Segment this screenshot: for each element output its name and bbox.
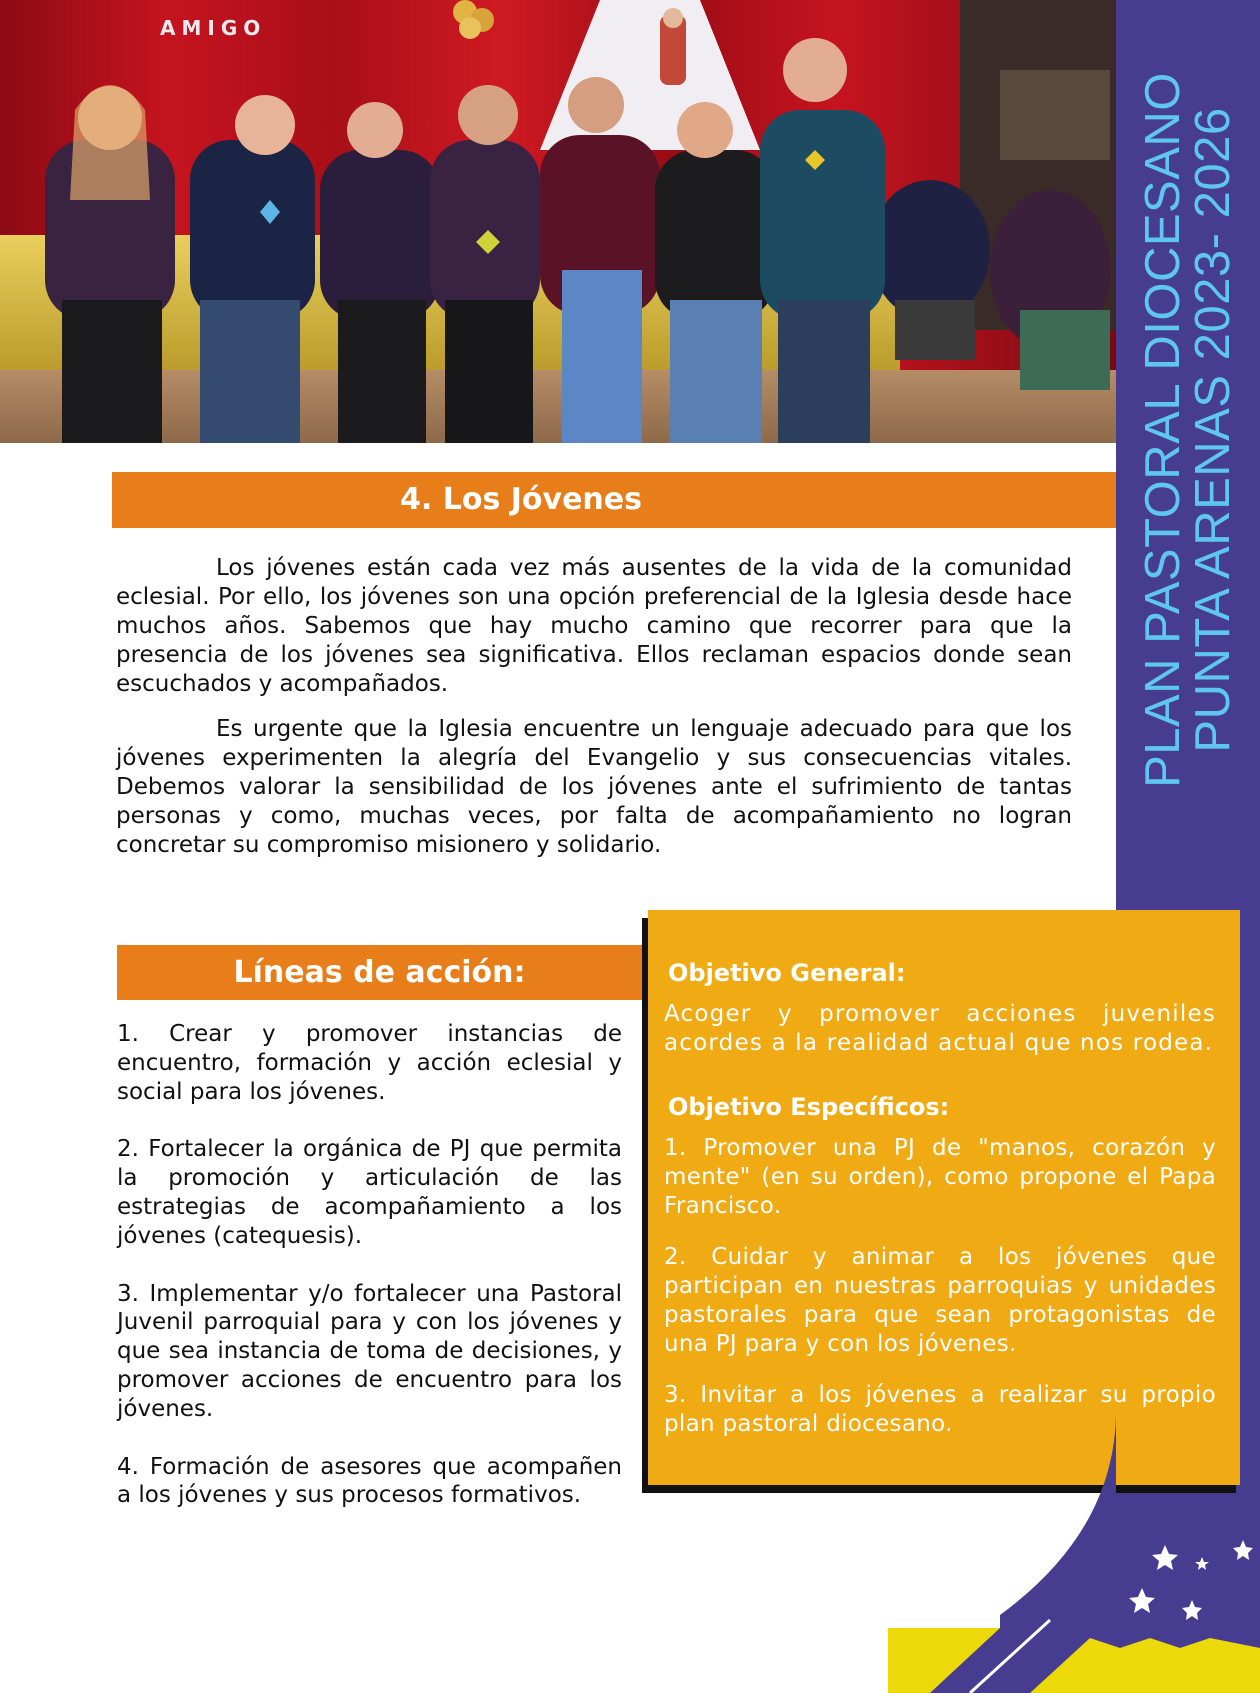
- specific-objective-1: 1. Promover una PJ de "manos, corazón y mente" (en su orden), como propone el Papa Francisco.: [664, 1135, 1216, 1219]
- banner-text-1: AMIGO: [160, 16, 267, 40]
- actions-list: [117, 1020, 622, 1539]
- intro-paragraph-1: Los jóvenes están cada vez más ausentes de la vida de la comunidad eclesial. Por ello, los jóvenes son una opción preferencial de la Iglesia desde hace muchos años. Sabemos que hay mucho camino que recorrer para que la presencia de los jóvenes sea significativa. Ellos reclaman espacios donde sean escuchados y acompañados.: [116, 555, 1072, 697]
- specific-objective-3: 3. Invitar a los jóvenes a realizar su propio plan pastoral diocesano.: [664, 1382, 1216, 1437]
- action-item-3: 3. Implementar y/o fortalecer una Pastoral Juvenil parroquial para y con los jóvenes y que sea instancia de toma de decisiones, y promover acciones de encuentro para los jóvenes.: [117, 1280, 622, 1422]
- section-header-bar: [112, 472, 1116, 528]
- band-title: [1138, 72, 1238, 788]
- band-title-line-2: PUNTA ARENAS 2023- 2026: [1186, 107, 1240, 753]
- intro-paragraph-2: Es urgente que la Iglesia encuentre un lenguaje adecuado para que los jóvenes experimenten la alegría del Evangelio y sus consecuencias vitales. Debemos valorar la sensibilidad de los jóvenes ante el sufrimiento de tantas personas y como, muchas veces, por falta de acompañamiento no logran concretar su compromiso misionero y solidario.: [116, 716, 1072, 858]
- action-item-1: 1. Crear y promover instancias de encuentro, formación y acción eclesial y social para los jóvenes.: [117, 1021, 622, 1105]
- general-objective-text: Acoger y promover acciones juveniles acordes a la realidad actual que nos rodea.: [664, 1001, 1216, 1056]
- general-objective-title: Objetivo General:: [668, 959, 906, 987]
- bottom-decoration: [880, 1380, 1260, 1693]
- specific-objective-2: 2. Cuidar y animar a los jóvenes que participan en nuestras parroquias y unidades pastorales para que sean protagonistas de una PJ para y con los jóvenes.: [664, 1244, 1216, 1357]
- actions-header: Líneas de acción:: [117, 945, 642, 1000]
- intro-text: [116, 554, 1072, 876]
- action-item-2: 2. Fortalecer la orgánica de PJ que permita la promoción y articulación de las estrategias de acompañamiento a los jóvenes (catequesis).: [117, 1136, 622, 1249]
- section-title: 4. Los Jóvenes: [400, 482, 642, 517]
- specific-objectives-title: Objetivo Específicos:: [668, 1093, 950, 1121]
- action-item-4: 4. Formación de asesores que acompañen a los jóvenes y sus procesos formativos.: [117, 1453, 622, 1509]
- group-photo: [0, 0, 1116, 443]
- band-title-line-1: PLAN PASTORAL DIOCESANO: [1136, 72, 1190, 788]
